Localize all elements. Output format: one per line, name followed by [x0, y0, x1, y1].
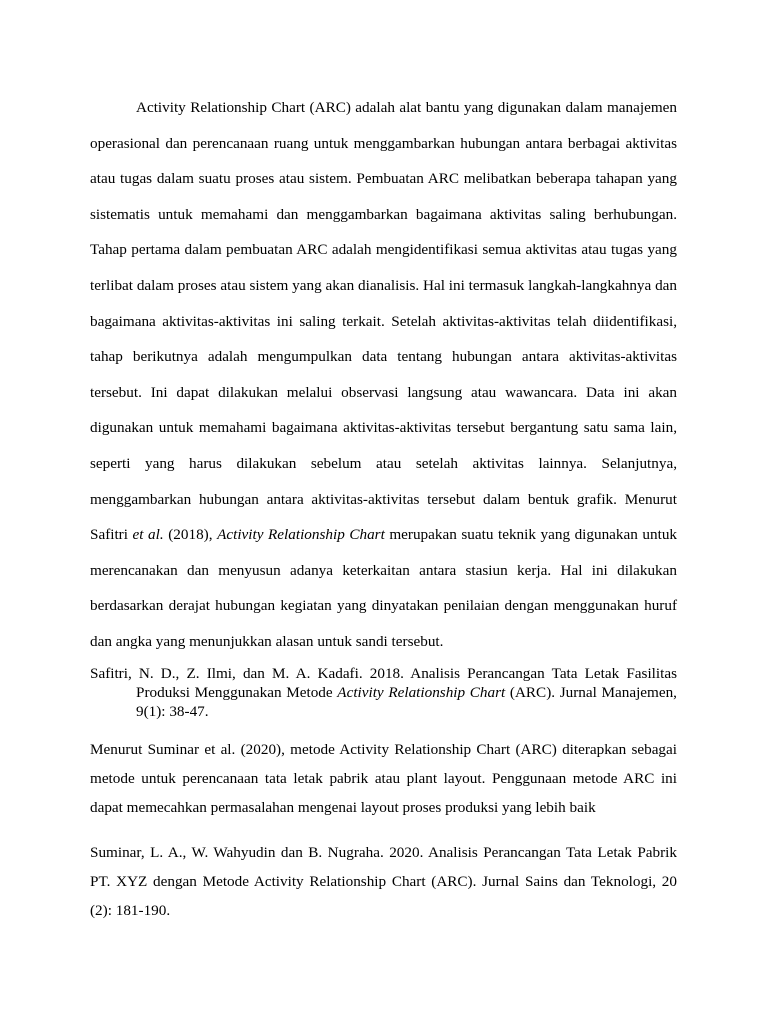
et-al-italic: et al.	[132, 526, 164, 544]
arc-term-italic: Activity Relationship Chart	[217, 526, 385, 544]
reference-suminar: Suminar, L. A., W. Wahyudin dan B. Nugraha. 2020. Analisis Perancangan Tata Letak Pabrik PT. XYZ dengan Metode Activity Relationship Chart (ARC). Jurnal Sains dan Teknologi, 20 (2): 181-190.	[90, 844, 677, 919]
suminar-paragraph: Menurut Suminar et al. (2020), metode Activity Relationship Chart (ARC) diterapkan sebagai metode untuk perencanaan tata letak pabrik atau plant layout. Penggunaan metode ARC ini dapat memecahkan permasalahan mengenai layout proses produksi yang lebih baik	[90, 741, 677, 816]
main-paragraph-text-2: (2018),	[163, 526, 218, 544]
main-paragraph	[90, 90, 677, 660]
reference-safitri-text-1: Safitri, N. D., Z. Ilmi, dan M. A. Kadafi. 2018. Analisis Perancangan Tata Letak Fasilitas Produksi Menggunakan Metode	[90, 665, 677, 701]
main-paragraph-text-1: Activity Relationship Chart (ARC) adalah alat bantu yang digunakan dalam manajemen operasional dan perencanaan ruang untuk menggambarkan hubungan antara berbagai aktivitas atau tugas dalam suatu proses atau sistem. Pembuatan ARC melibatkan beberapa tahapan yang sistematis untuk memahami dan menggambarkan bagaimana aktivitas saling berhubungan. Tahap pertama dalam pembuatan ARC adalah mengidentifikasi semua aktivitas atau tugas yang terlibat dalam proses atau sistem yang akan dianalisis. Hal ini termasuk langkah-langkahnya dan bagaimana aktivitas-aktivitas ini saling terkait. Setelah aktivitas-aktivitas telah diidentifikasi, tahap berikutnya adalah mengumpulkan data tentang hubungan antara aktivitas-aktivitas tersebut. Ini dapat dilakukan melalui observasi langsung atau wawancara. Data ini akan digunakan untuk memahami bagaimana aktivitas-aktivitas tersebut bergantung satu sama lain, seperti yang harus dilakukan sebelum atau setelah aktivitas lainnya. Selanjutnya, menggambarkan hubungan antara aktivitas-aktivitas tersebut dalam bentuk grafik. Menurut Safitri	[90, 99, 677, 544]
main-paragraph-text-3: merupakan suatu teknik yang digunakan untuk merencanakan dan menyusun adanya keterkaitan antara stasiun kerja. Hal ini dilakukan berdasarkan derajat hubungan kegiatan yang dinyatakan penilaian dengan menggunakan huruf dan angka yang menunjukkan alasan untuk sandi tersebut.	[90, 526, 678, 650]
reference-safitri	[90, 664, 677, 721]
reference-safitri-text-2: (ARC). Jurnal Manajemen, 9(1): 38-47.	[136, 684, 677, 720]
reference-safitri-italic: Activity Relationship Chart	[337, 684, 506, 701]
